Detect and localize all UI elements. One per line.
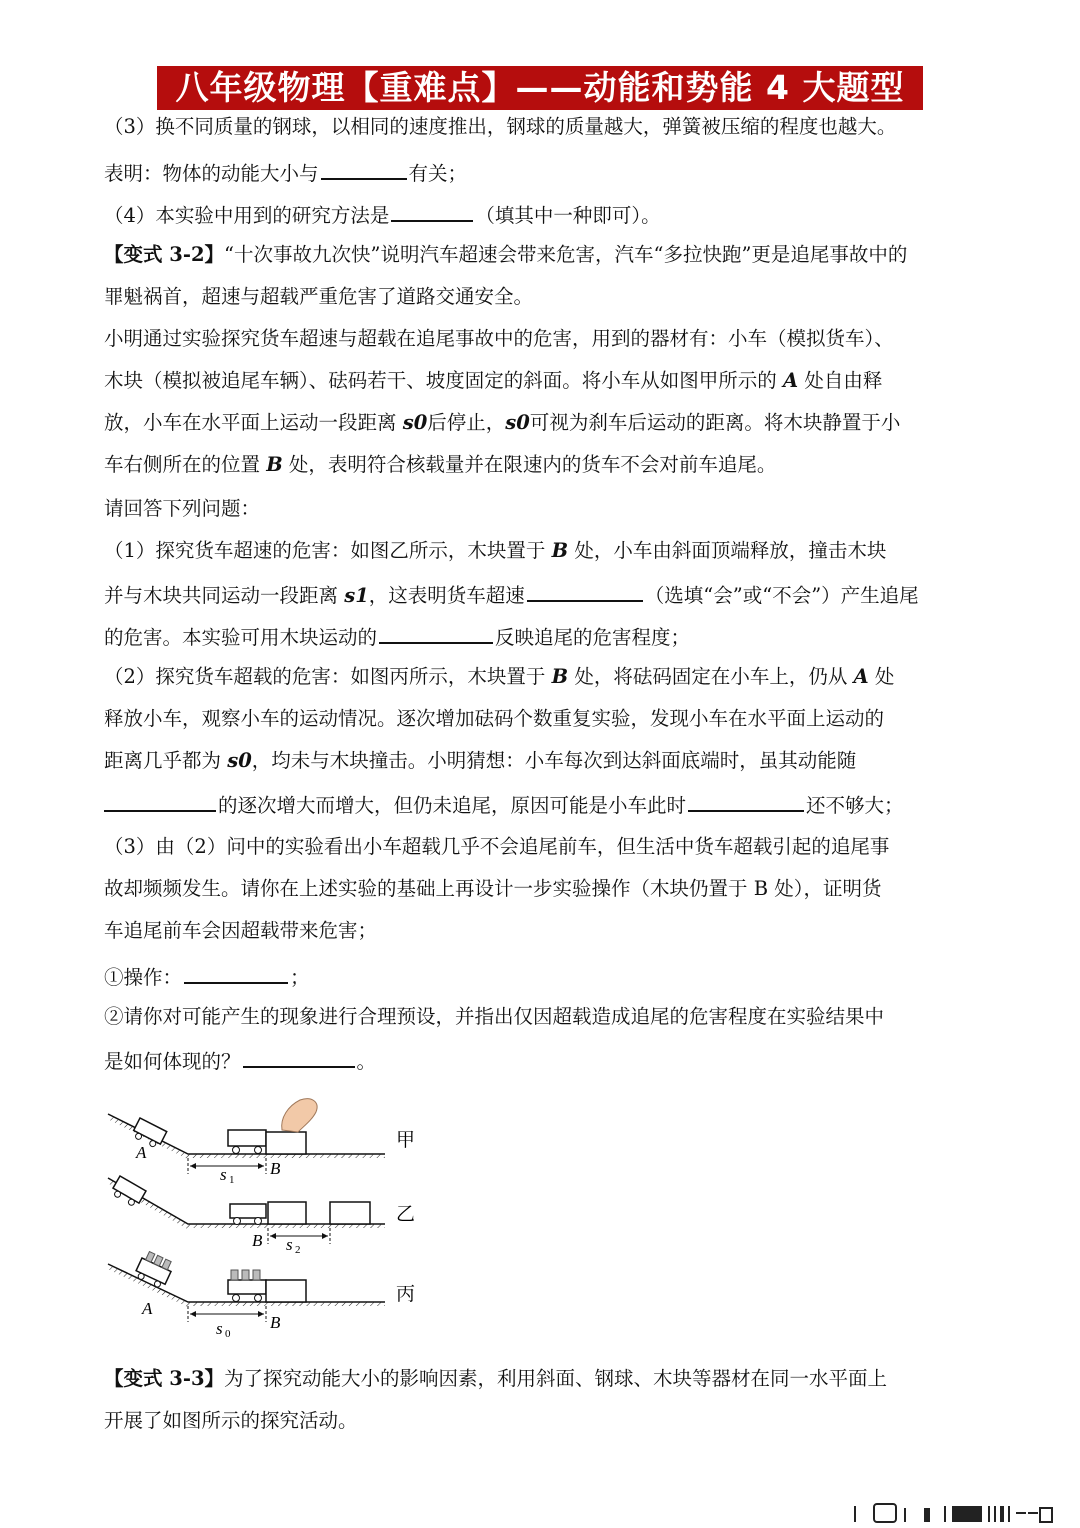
para-text: 后停止， — [427, 411, 506, 434]
q-text: 车追尾前车会因超载带来危害； — [104, 919, 378, 942]
answer-blank[interactable] — [321, 156, 407, 180]
sub-question-1-line2 — [104, 578, 919, 608]
para-line — [104, 450, 776, 480]
label-s1: s — [220, 1165, 227, 1184]
q3-conclusion-text: 表明：物体的动能大小与 — [104, 162, 319, 185]
sub-question-3 — [104, 832, 889, 862]
q-text: 并与木块共同运动一段距离 — [104, 584, 339, 607]
q4-text: （4）本实验中用到的研究方法是 — [104, 204, 390, 227]
var-A: A — [782, 369, 799, 392]
label-s0: s — [216, 1319, 223, 1338]
q-text: 处，将砝码固定在小车上，仍从 — [574, 665, 848, 688]
label-B: B — [270, 1159, 281, 1178]
sub-question-2-line4 — [104, 788, 904, 818]
q-text: 处 — [874, 665, 895, 688]
answer-blank[interactable] — [379, 620, 493, 644]
q-text: 还不够大； — [806, 794, 904, 817]
cart-icon — [228, 1130, 266, 1154]
q3-text: （3）换不同质量的钢球，以相同的速度推出，钢球的质量越大，弹簧被压缩的程度也越大。 — [104, 115, 897, 138]
answer-blank[interactable] — [184, 960, 288, 984]
label-yi: 乙 — [396, 1203, 416, 1225]
wood-block — [266, 1132, 306, 1154]
answer-blank[interactable] — [243, 1044, 355, 1068]
q3-line — [104, 112, 896, 142]
variant-3-2-intro — [104, 240, 907, 270]
q-text: 的逐次增大而增大，但仍未追尾，原因可能是小车此时 — [218, 794, 687, 817]
operation-line — [104, 960, 310, 990]
label-B: B — [252, 1231, 263, 1250]
figure-jia — [108, 1099, 415, 1186]
wood-block-moved — [330, 1202, 370, 1224]
para-line — [104, 408, 900, 438]
sub-question-2 — [104, 662, 894, 692]
q-text: 故却频频发生。请你在上述实验的基础上再设计一步实验操作（木块仍置于 B 处），证明货 — [104, 877, 882, 900]
figure-bing — [108, 1250, 415, 1340]
sub-question-1 — [104, 536, 886, 566]
variant-tag: 【变式 3-3】 — [104, 1367, 225, 1390]
q-text: 释放小车，观察小车的运动情况。逐次增加砝码个数重复实验，发现小车在水平面上运动的 — [104, 707, 885, 730]
para-text: 小明通过实验探究货车超速与超载在追尾事故中的危害，用到的器材有：小车（模拟货车）、 — [104, 327, 894, 350]
variant-text: 罪魁祸首，超速与超载严重危害了道路交通安全。 — [104, 285, 534, 308]
variant-tag: 【变式 3-2】 — [104, 243, 225, 266]
para-text: 处自由释 — [804, 369, 883, 392]
para-text: 木块（模拟被追尾车辆）、砝码若干、坡度固定的斜面。将小车从如图甲所示的 — [104, 369, 777, 392]
sub-question-3-line3 — [104, 916, 377, 946]
label-s2: s — [286, 1235, 293, 1254]
q-text: ，这表明货车超速 — [368, 584, 525, 607]
variant-3-3-intro — [104, 1364, 887, 1394]
q-text: ②请你对可能产生的现象进行合理预设，并指出仅因超载造成追尾的危害程度在实验结果中 — [104, 1005, 885, 1028]
variant-text: “十次事故九次快”说明汽车超速会带来危害，汽车“多拉快跑”更是追尾事故中的 — [224, 243, 908, 266]
para-text: 放，小车在水平面上运动一段距离 — [104, 411, 397, 434]
wood-block — [268, 1202, 306, 1224]
phenomenon-line-2 — [104, 1044, 376, 1074]
figure-yi — [108, 1176, 415, 1256]
q-text: （1）探究货车超速的危害：如图乙所示，木块置于 — [104, 539, 546, 562]
var-B: B — [551, 665, 569, 688]
para-text: 可视为刹车后运动的距离。将木块静置于小 — [529, 411, 901, 434]
q-text: 的危害。本实验可用木块运动的 — [104, 626, 378, 649]
answer-blank[interactable] — [527, 578, 643, 602]
var-B: B — [551, 539, 569, 562]
q-text: （3）由（2）问中的实验看出小车超载几乎不会追尾前车，但生活中货车超载引起的追尾事 — [104, 835, 890, 858]
var-s0: s0 — [402, 411, 428, 434]
prompt-text: 请回答下列问题： — [104, 497, 261, 520]
q4-end: （填其中一种即可）。 — [475, 204, 661, 227]
q-text: 是如何体现的？ — [104, 1050, 241, 1073]
q-text: ； — [290, 966, 310, 989]
sub-question-2-line2 — [104, 704, 884, 734]
var-s0: s0 — [227, 749, 252, 772]
label-s0-sub: 0 — [225, 1328, 231, 1340]
variant-text: 开展了如图所示的探究活动。 — [104, 1409, 358, 1432]
question-prompt — [104, 494, 260, 524]
wood-block — [266, 1280, 306, 1302]
variant-3-2-intro-2 — [104, 282, 533, 312]
answer-blank[interactable] — [688, 788, 804, 812]
q-text: 距离几乎都为 — [104, 749, 222, 772]
q3-conclusion-end: 有关； — [408, 162, 468, 185]
label-s2-sub: 2 — [295, 1244, 301, 1256]
para-line — [104, 324, 894, 354]
label-bing: 丙 — [396, 1283, 416, 1305]
q-text: 处，小车由斜面顶端释放，撞击木块 — [574, 539, 887, 562]
answer-blank[interactable] — [104, 788, 216, 812]
para-line — [104, 366, 882, 396]
cart-icon — [110, 1176, 146, 1208]
para-text: 车右侧所在的位置 — [104, 453, 261, 476]
hand-icon — [282, 1099, 317, 1132]
label-s1-sub: 1 — [229, 1174, 235, 1186]
var-B: B — [266, 453, 283, 476]
var-s0: s0 — [505, 411, 530, 434]
viewer-toolbar-icon[interactable] — [848, 1502, 1058, 1526]
para-text: 处，表明符合核载量并在限速内的货车不会对前车追尾。 — [288, 453, 777, 476]
phenomenon-line — [104, 1002, 884, 1032]
sub-question-1-line3 — [104, 620, 690, 650]
var-A: A — [853, 665, 869, 688]
page-title: 八年级物理【重难点】——动能和势能 4 大题型 — [157, 66, 923, 110]
variant-3-3-intro-2 — [104, 1406, 358, 1436]
q-text: 反映追尾的危害程度； — [495, 626, 691, 649]
answer-blank[interactable] — [391, 198, 473, 222]
var-s1: s1 — [344, 584, 369, 607]
q-text: ，均未与木块撞击。小明猜想：小车每次到达斜面底端时，虽其动能随 — [251, 749, 857, 772]
variant-text: 为了探究动能大小的影响因素，利用斜面、钢球、木块等器材在同一水平面上 — [224, 1367, 888, 1390]
sub-question-2-line3 — [104, 746, 856, 776]
q-text: ①操作： — [104, 966, 183, 989]
q3-conclusion-line — [104, 156, 467, 186]
q-text: 。 — [356, 1050, 377, 1073]
sub-question-3-line2 — [104, 874, 881, 904]
label-B: B — [270, 1313, 281, 1332]
q-text: （2）探究货车超载的危害：如图丙所示，木块置于 — [104, 665, 546, 688]
label-jia: 甲 — [396, 1129, 416, 1151]
label-A: A — [142, 1299, 153, 1318]
cart-icon — [230, 1204, 266, 1225]
q-text: （选填“会”或“不会”）产生追尾 — [644, 584, 919, 607]
experiment-figure — [100, 1088, 430, 1348]
label-A: A — [136, 1143, 147, 1162]
cart-with-weights-icon — [228, 1270, 266, 1302]
q4-line — [104, 198, 661, 228]
